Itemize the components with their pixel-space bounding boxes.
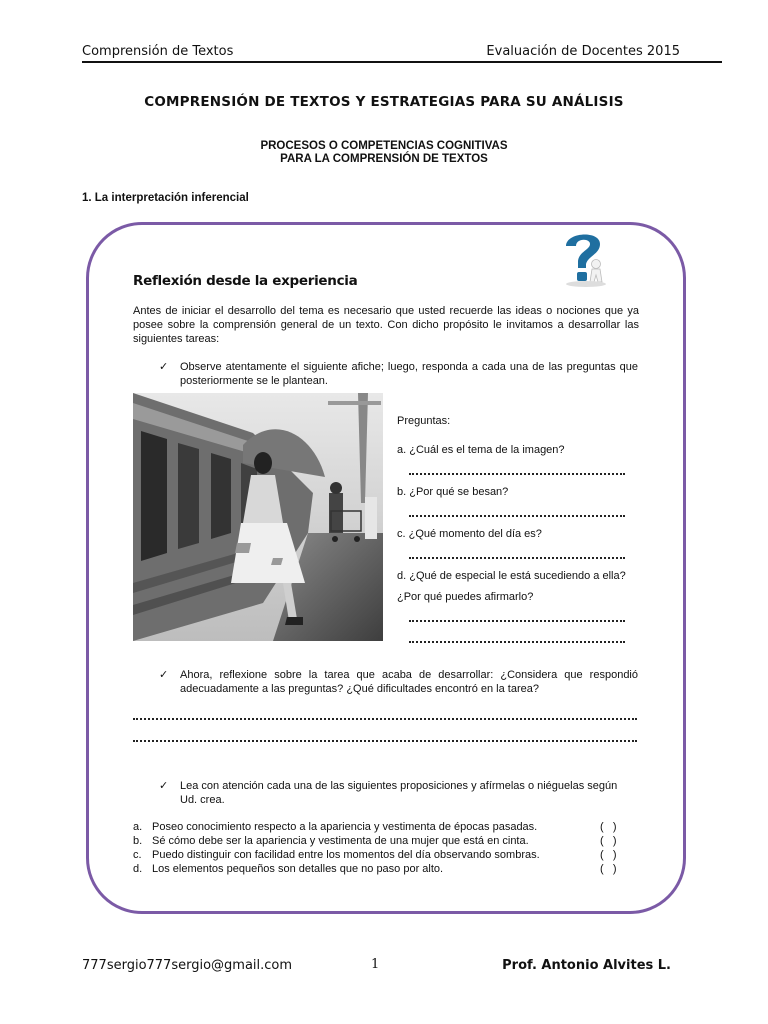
footer-email: 777sergio777sergio@gmail.com bbox=[82, 958, 293, 973]
check-icon: ✓ bbox=[159, 669, 169, 681]
proposition-row bbox=[133, 863, 633, 877]
reflection-answer-line-2[interactable] bbox=[133, 740, 637, 742]
bullet-propositions bbox=[159, 779, 622, 807]
proposition-letter: d. bbox=[133, 863, 143, 875]
proposition-text: Poseo conocimiento respecto a la apariencia y vestimenta de épocas pasadas. bbox=[152, 821, 538, 833]
header-rule bbox=[82, 61, 722, 63]
proposition-row bbox=[133, 835, 633, 849]
subtitle-line-1: PROCESOS O COMPETENCIAS COGNITIVAS bbox=[260, 140, 508, 152]
bullet-observe-text: Observe atentamente el siguiente afiche; luego, responda a cada una de las preguntas que posteriormente se le plantean. bbox=[180, 361, 638, 387]
question-d: d. ¿Qué de especial le está sucediendo a ella? bbox=[397, 570, 626, 582]
bullet-reflect-text: Ahora, reflexione sobre la tarea que acaba de desarrollar: ¿Considera que respondió adecuadamente a las preguntas? ¿Qué dificultades encontró en la tarea? bbox=[180, 669, 638, 695]
question-b: b. ¿Por qué se besan? bbox=[397, 486, 509, 498]
bullet-reflect bbox=[159, 668, 638, 696]
proposition-letter: a. bbox=[133, 821, 143, 833]
question-a: a. ¿Cuál es el tema de la imagen? bbox=[397, 444, 565, 456]
proposition-answer-box[interactable]: ( ) bbox=[600, 863, 617, 875]
answer-line-a[interactable] bbox=[409, 473, 625, 475]
proposition-letter: b. bbox=[133, 835, 143, 847]
page-number: 1 bbox=[371, 957, 380, 972]
question-person-icon bbox=[556, 226, 610, 288]
proposition-answer-box[interactable]: ( ) bbox=[600, 821, 617, 833]
answer-line-d1[interactable] bbox=[409, 620, 625, 622]
section-heading: 1. La interpretación inferencial bbox=[82, 192, 249, 204]
proposition-answer-box[interactable]: ( ) bbox=[600, 835, 617, 847]
reflection-answer-line-1[interactable] bbox=[133, 718, 637, 720]
header-right: Evaluación de Docentes 2015 bbox=[486, 44, 680, 59]
question-c: c. ¿Qué momento del día es? bbox=[397, 528, 542, 540]
proposition-text: Puedo distinguir con facilidad entre los momentos del día observando sombras. bbox=[152, 849, 540, 861]
header-left: Comprensión de Textos bbox=[82, 44, 234, 59]
intro-paragraph: Antes de iniciar el desarrollo del tema es necesario que usted recuerde las ideas o nociones que ya posee sobre la comprensión general de un texto. Con dicho propósito le invitamos a desarrollar las siguientes tareas: bbox=[133, 305, 639, 345]
footer-author: Prof. Antonio Alvites L. bbox=[502, 958, 671, 973]
bullet-observe bbox=[159, 360, 638, 388]
check-icon: ✓ bbox=[159, 361, 169, 373]
proposition-text: Sé cómo debe ser la apariencia y vestimenta de una mujer que está en cinta. bbox=[152, 835, 529, 847]
proposition-answer-box[interactable]: ( ) bbox=[600, 849, 617, 861]
subtitle-line-2: PARA LA COMPRENSIÓN DE TEXTOS bbox=[280, 153, 488, 165]
proposition-letter: c. bbox=[133, 849, 142, 861]
answer-line-b[interactable] bbox=[409, 515, 625, 517]
bullet-propositions-text: Lea con atención cada una de las siguientes proposiciones y afírmelas o niéguelas según Ud. crea. bbox=[180, 780, 618, 806]
reflection-title: Reflexión desde la experiencia bbox=[133, 273, 358, 289]
check-icon: ✓ bbox=[159, 780, 169, 792]
page-subtitle bbox=[0, 140, 768, 166]
proposition-row bbox=[133, 821, 633, 835]
proposition-row bbox=[133, 849, 633, 863]
train-kiss-photo bbox=[133, 393, 383, 641]
answer-line-d2[interactable] bbox=[409, 641, 625, 643]
proposition-text: Los elementos pequeños son detalles que no paso por alto. bbox=[152, 863, 444, 875]
questions-heading: Preguntas: bbox=[397, 415, 451, 427]
page-title: COMPRENSIÓN DE TEXTOS Y ESTRATEGIAS PARA SU ANÁLISIS bbox=[144, 94, 624, 110]
answer-line-c[interactable] bbox=[409, 557, 625, 559]
question-d-followup: ¿Por qué puedes afirmarlo? bbox=[397, 591, 534, 603]
